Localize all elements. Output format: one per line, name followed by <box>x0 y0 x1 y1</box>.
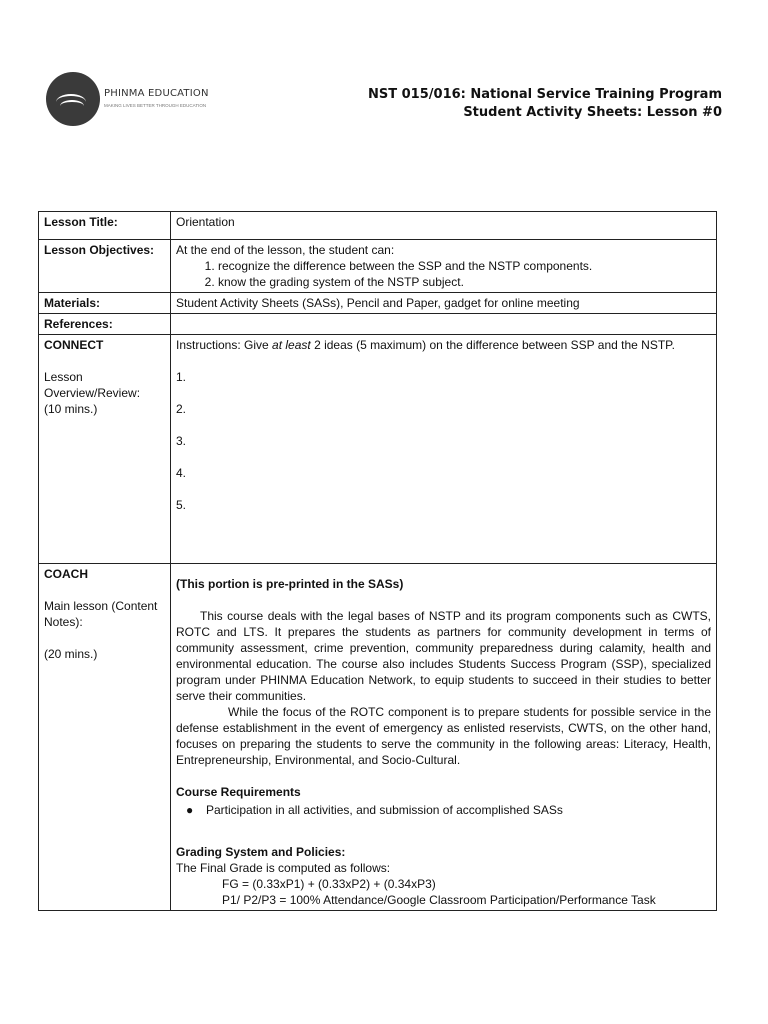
objectives-list <box>176 258 711 290</box>
lesson-title-value: Orientation <box>171 212 717 240</box>
grading-intro: The Final Grade is computed as follows: <box>176 861 391 875</box>
answer-blank: 1. <box>176 370 187 384</box>
objectives-label: Lesson Objectives: <box>39 240 171 293</box>
connect-instructions <box>176 337 711 353</box>
preprinted-note: (This portion is pre-printed in the SASs) <box>176 577 404 591</box>
requirement-text: Participation in all activities, and submission of accomplished SASs <box>206 803 563 817</box>
instructions-text: Instructions: Give <box>176 338 273 352</box>
instructions-text-end: 2 ideas (5 maximum) on the difference between SSP and the NSTP. <box>310 338 675 352</box>
content-paragraph: While the focus of the ROTC component is to prepare students for possible service in the defense establishment in the event of emergency as enlisted reservists, CWTS, on the other hand, focuses on preparing the students to serve the community in the following areas: Literacy, Health, Entrepreneurship, Environmental, and Socio-Cultural. <box>176 705 711 767</box>
row-references <box>39 314 717 335</box>
logo-tagline: MAKING LIVES BETTER THROUGH EDUCATION <box>104 103 207 108</box>
answer-blank: 5. <box>176 498 187 512</box>
connect-label-cell <box>39 335 171 564</box>
logo-name: PHINMA EDUCATION <box>104 88 209 99</box>
grade-formula: FG = (0.33xP1) + (0.33xP2) + (0.34xP3) <box>222 877 436 891</box>
objectives-intro: At the end of the lesson, the student can: <box>176 243 395 257</box>
lesson-table <box>38 211 717 911</box>
objective-item: 2. know the grading system of the NSTP subject. <box>218 274 711 290</box>
objectives-cell <box>171 240 717 293</box>
references-label: References: <box>39 314 171 335</box>
row-materials <box>39 293 717 314</box>
row-lesson-title <box>39 212 717 240</box>
document-header <box>368 86 722 122</box>
requirements-heading: Course Requirements <box>176 785 301 799</box>
bullet-icon: ● <box>186 803 194 817</box>
materials-label: Materials: <box>39 293 171 314</box>
connect-cell <box>171 335 717 564</box>
phinma-logo <box>44 70 216 128</box>
answer-blank: 4. <box>176 466 187 480</box>
references-value <box>171 314 717 335</box>
answer-blank: 3. <box>176 434 187 448</box>
objective-item: 1. recognize the difference between the SSP and the NSTP components. <box>218 258 711 274</box>
grading-heading: Grading System and Policies: <box>176 845 346 859</box>
connect-duration: (10 mins.) <box>44 402 98 416</box>
answer-blank: 2. <box>176 402 187 416</box>
content-paragraph: This course deals with the legal bases of NSTP and its program components such as CWTS, ROTC and LTS. It prepares the students as partners for community development in terms of community assessment, crime prevention, community preparedness during calamity, health and environmental education. The course also includes Students Success Program (SSP), specialized program under PHINMA Education Network, to equip students to succeed in their studies to better serve their communities. <box>176 609 711 703</box>
instructions-emphasis: at least <box>272 338 311 352</box>
coach-duration: (20 mins.) <box>44 647 98 661</box>
row-coach <box>39 564 717 911</box>
sheet-title: Student Activity Sheets: Lesson #0 <box>463 105 722 120</box>
materials-value: Student Activity Sheets (SASs), Pencil and Paper, gadget for online meeting <box>171 293 717 314</box>
connect-label: CONNECT <box>44 338 104 352</box>
row-connect <box>39 335 717 564</box>
coach-label-cell <box>39 564 171 911</box>
coach-cell <box>171 564 717 911</box>
row-objectives <box>39 240 717 293</box>
coach-label: COACH <box>44 567 88 581</box>
lesson-title-label: Lesson Title: <box>39 212 171 240</box>
connect-sub-label: Lesson Overview/Review: <box>44 370 141 400</box>
requirement-item <box>176 802 711 818</box>
course-title: NST 015/016: National Service Training Program <box>368 87 722 102</box>
logo-emblem-icon <box>46 72 100 126</box>
grade-components: P1/ P2/P3 = 100% Attendance/Google Classroom Participation/Performance Task <box>222 893 656 907</box>
coach-sub-label: Main lesson (Content Notes): <box>44 599 158 629</box>
